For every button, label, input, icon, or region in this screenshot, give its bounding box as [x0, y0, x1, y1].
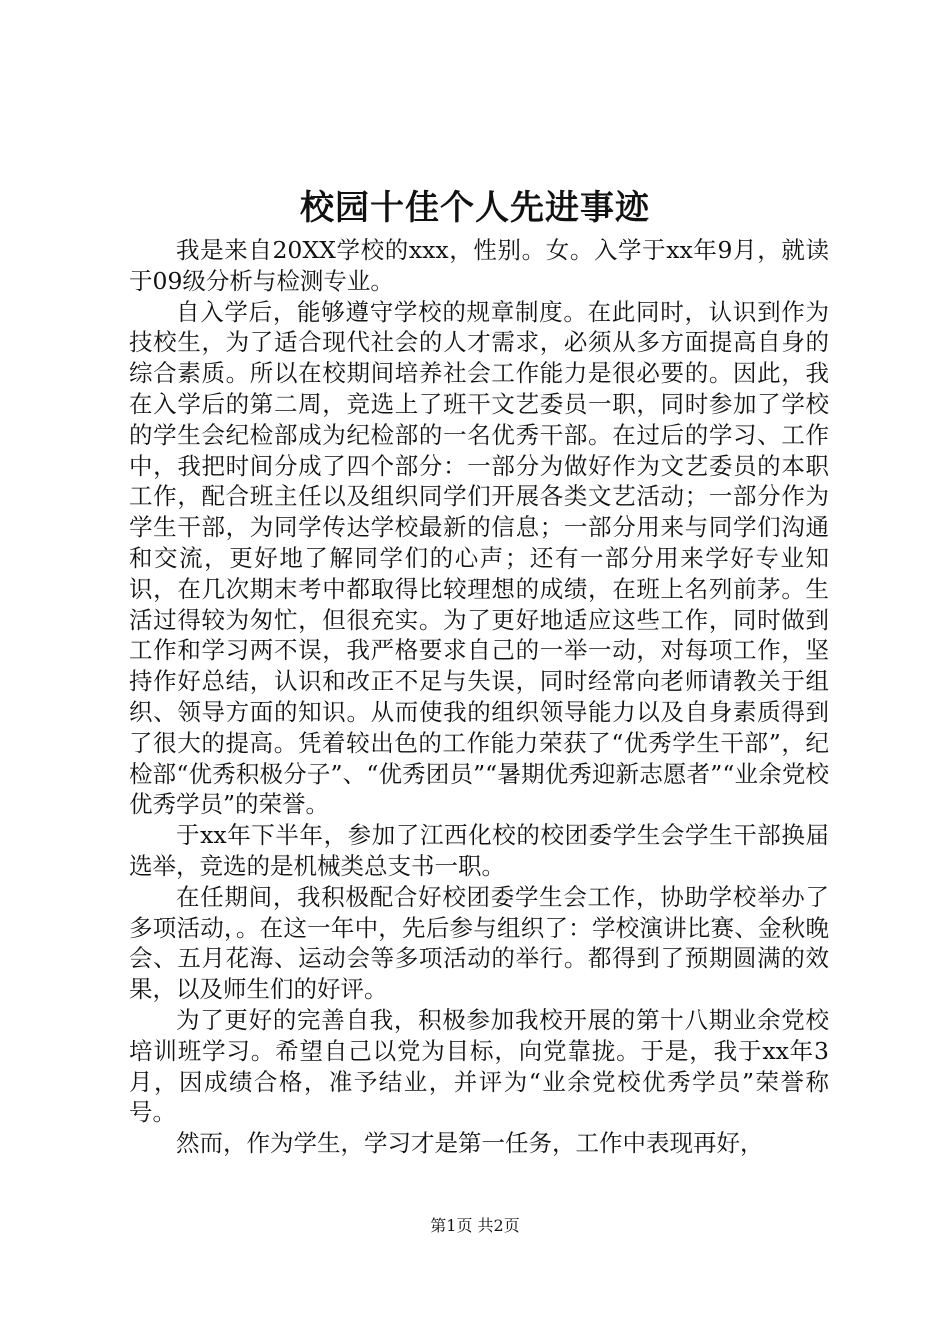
page-number: 第1页 共2页 [430, 1216, 520, 1235]
paragraph-intro: 我是来自20XX学校的xxx，性别。女。入学于xx年9月，就读于09级分析与检测专业。 [129, 236, 829, 295]
paragraph-study: 然而，作为学生，学习才是第一任务，工作中表现再好， [176, 1129, 764, 1158]
paragraph-party-school: 为了更好的完善自我，积极参加我校开展的第十八期业余党校培训班学习。希望自己以党为目标，向党靠拢。于是，我于xx年3月，因成绩合格，准予结业，并评为“业余党校优秀学员”荣誉称号。 [129, 1005, 829, 1127]
document-body [129, 235, 829, 1159]
document-title: 校园十佳个人先进事迹 [300, 188, 650, 228]
paragraph-school-life: 自入学后，能够遵守学校的规章制度。在此同时，认识到作为技校生，为了适合现代社会的人才需求，必须从多方面提高自身的综合素质。所以在校期间培养社会工作能力是很必要的。因此，我在入学后的第二周，竞选上了班干文艺委员一职，同时参加了学校的学生会纪检部成为纪检部的一名优秀干部。在过后的学习、工作中，我把时间分成了四个部分：一部分为做好作为文艺委员的本职工作，配合班主任以及组织同学们开展各类文艺活动；一部分作为学生干部，为同学传达学校最新的信息；一部分用来与同学们沟通和交流，更好地了解同学们的心声；还有一部分用来学好专业知识，在几次期末考中都取得比较理想的成绩，在班上名列前茅。生活过得较为匆忙，但很充实。为了更好地适应这些工作，同时做到工作和学习两不误，我严格要求自己的一举一动，对每项工作，坚持作好总结，认识和改正不足与失误，同时经常向老师请教关于组织、领导方面的知识。从而使我的组织领导能力以及自身素质得到了很大的提高。凭着较出色的工作能力荣获了“优秀学生干部”，纪检部“优秀积极分子”、“优秀团员”“暑期优秀迎新志愿者”“业余党校优秀学员”的荣誉。 [129, 297, 829, 819]
paragraph-term-activities: 在任期间，我积极配合好校团委学生会工作，协助学校举办了多项活动，。在这一年中，先后参与组织了：学校演讲比赛、金秋晚会、五月花海、运动会等多项活动的举行。都得到了预期圆满的效果，以及师生们的好评。 [129, 882, 829, 1004]
paragraph-election: 于xx年下半年，参加了江西化校的校团委学生会学生干部换届选举，竞选的是机械类总支书一职。 [129, 821, 829, 880]
